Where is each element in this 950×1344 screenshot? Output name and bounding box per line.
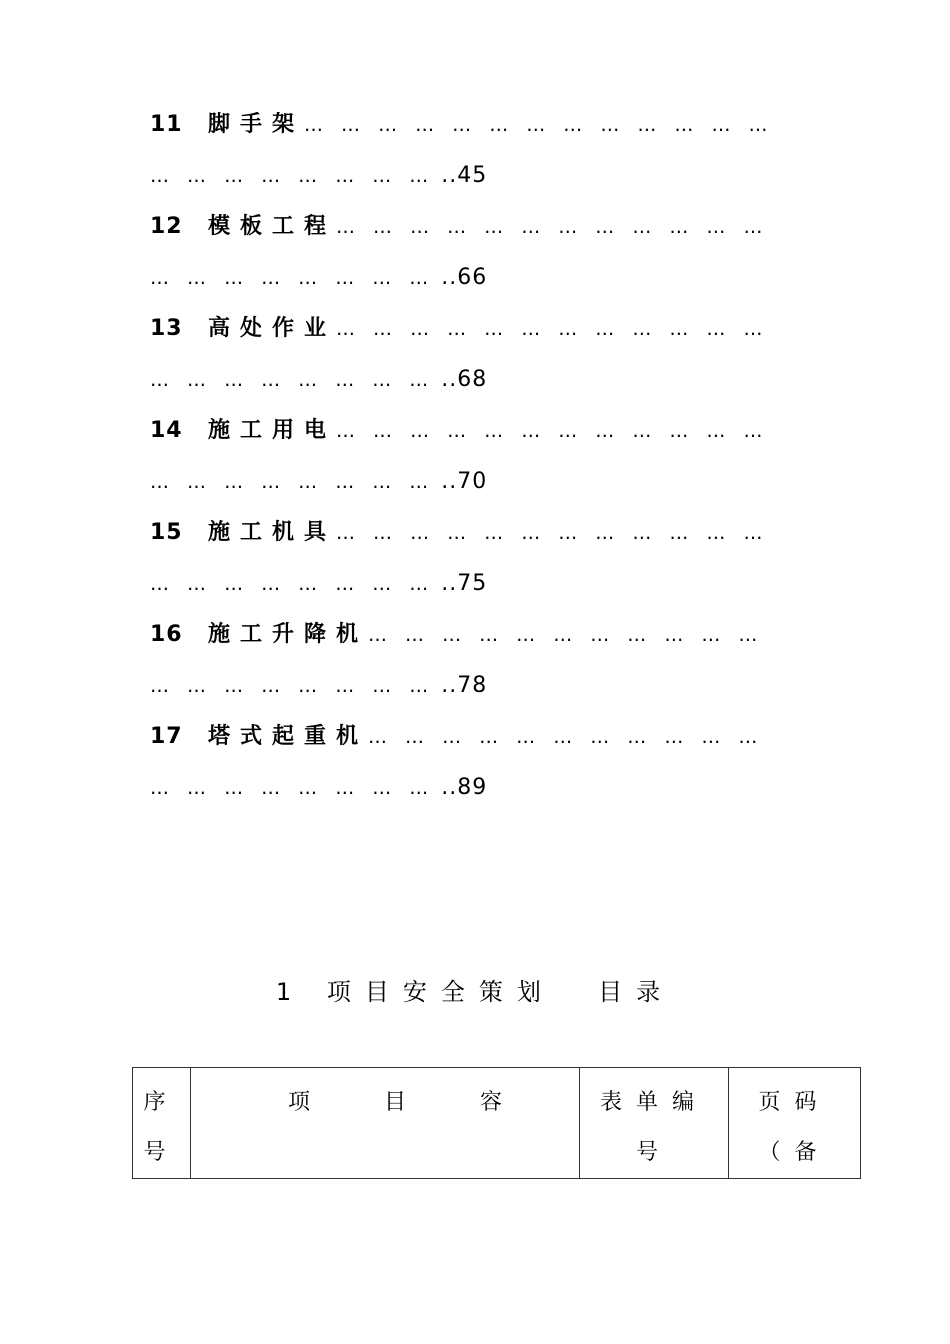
toc-number: 14 xyxy=(150,418,183,443)
toc-title: 脚手架 xyxy=(208,112,305,137)
header-seq-line1: 序 xyxy=(143,1090,180,1115)
toc-number: 12 xyxy=(150,214,183,239)
table-of-contents xyxy=(150,102,815,816)
toc-leader-dots: … … … … … … … … xyxy=(150,675,435,697)
toc-entry[interactable] xyxy=(150,204,815,306)
toc-number: 11 xyxy=(150,112,183,137)
toc-entry[interactable] xyxy=(150,510,815,612)
toc-leader-dots: … … … … … … … … … … … … xyxy=(336,318,769,340)
toc-entry[interactable] xyxy=(150,714,815,816)
toc-number: 13 xyxy=(150,316,183,341)
toc-leader-dots: … … … … … … … … xyxy=(150,369,435,391)
toc-leader-dots: … … … … … … … … … … … … xyxy=(336,216,769,238)
header-page-line1: 页码 xyxy=(758,1090,831,1115)
toc-entry[interactable] xyxy=(150,102,815,204)
toc-title: 高处作业 xyxy=(208,316,337,341)
toc-entry[interactable] xyxy=(150,306,815,408)
toc-title: 施工机具 xyxy=(208,520,337,545)
toc-number: 16 xyxy=(150,622,183,647)
header-item-char: 项 xyxy=(287,1090,310,1115)
toc-number: 17 xyxy=(150,724,183,749)
toc-entry[interactable] xyxy=(150,408,815,510)
toc-leader-dots: … … … … … … … … xyxy=(150,777,435,799)
toc-leader-dots: … … … … … … … … … … … … xyxy=(336,420,769,442)
toc-leader-dots: … … … … … … … … … … … … xyxy=(336,522,769,544)
toc-leader-dots: … … … … … … … … xyxy=(150,471,435,493)
toc-leader-dots: … … … … … … … … xyxy=(150,267,435,289)
header-cell-seq xyxy=(133,1068,191,1179)
toc-leader-dots: … … … … … … … … … … … xyxy=(368,726,764,748)
toc-leader-dots: … … … … … … … … … … … xyxy=(368,624,764,646)
section-heading: 1 项目安全策划 目录 xyxy=(275,978,675,1006)
header-cell-form xyxy=(580,1068,729,1179)
toc-leader-dots: … … … … … … … … xyxy=(150,573,435,595)
toc-page-number: ..78 xyxy=(441,673,488,698)
header-item-char: 目 xyxy=(383,1090,406,1115)
header-cell-item xyxy=(191,1068,580,1179)
toc-page-number: ..45 xyxy=(441,163,488,188)
header-seq-line2: 号 xyxy=(143,1140,180,1165)
toc-page-number: ..89 xyxy=(441,775,488,800)
toc-page-number: ..68 xyxy=(441,367,488,392)
header-item-char: 容 xyxy=(479,1090,502,1115)
toc-title: 施工升降机 xyxy=(208,622,369,647)
directory-table xyxy=(132,1067,861,1179)
header-form-line1: 表单编 xyxy=(599,1090,708,1115)
toc-page-number: ..75 xyxy=(441,571,488,596)
header-cell-page xyxy=(729,1068,861,1179)
toc-page-number: ..70 xyxy=(441,469,488,494)
toc-title: 施工用电 xyxy=(208,418,337,443)
toc-leader-dots: … … … … … … … … xyxy=(150,165,435,187)
toc-title: 塔式起重机 xyxy=(208,724,369,749)
header-form-line2: 号 xyxy=(635,1140,672,1165)
header-page-line2: （备 xyxy=(758,1140,831,1165)
toc-page-number: ..66 xyxy=(441,265,488,290)
toc-title: 模板工程 xyxy=(208,214,337,239)
table-header-row xyxy=(133,1068,861,1179)
toc-number: 15 xyxy=(150,520,183,545)
toc-leader-dots: … … … … … … … … … … … … … xyxy=(304,114,774,136)
toc-entry[interactable] xyxy=(150,612,815,714)
